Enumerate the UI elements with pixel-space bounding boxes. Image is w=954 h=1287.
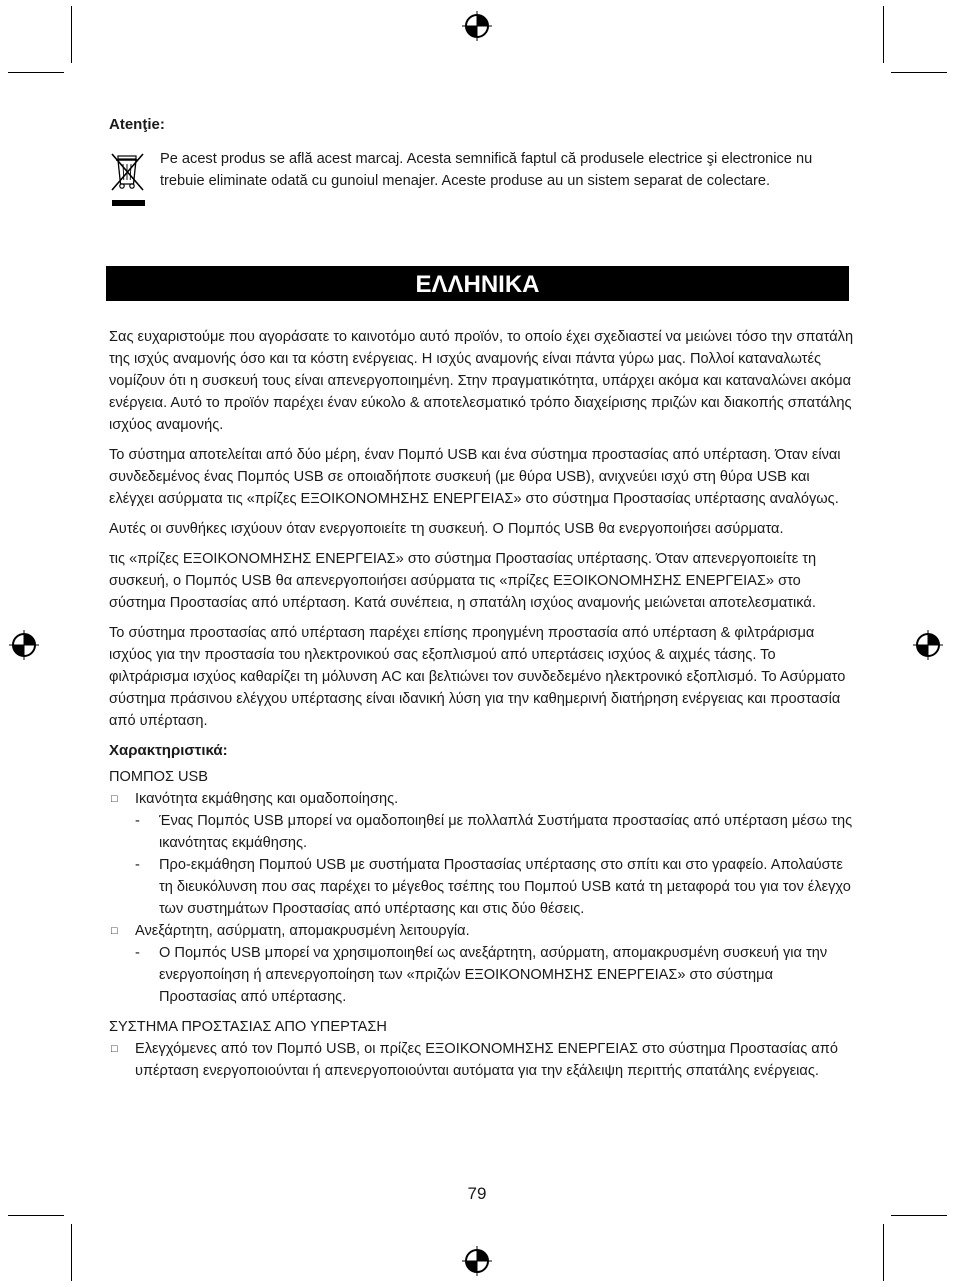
attention-text: Pe acest produs se află acest marcaj. Acesta semnifică faptul că produsele electrice şi electronice nu trebuie eliminate odată cu gunoiul menajer. Aceste produse au un sistem separat de colectare.	[160, 151, 813, 189]
intro-paragraph-2: Το σύστημα αποτελείται από δύο μέρη, έναν Πομπό USB και ένα σύστημα προστασίας από υπέρταση. Όταν είναι συνδεδεμένος ένας Πομπός USB σε οποιαδήποτε συσκευή (με θύρα USB), ανιχνεύει ισχύ στη θύρα USB και ελέγχει ασύρματα τις «πρίζες ΕΞΟΙΚΟΝΟΜΗΣΗΣ ΕΝΕΡΓΕΙΑΣ» στο σύστημα Προστασίας υπέρτασης αναλόγως.	[109, 447, 841, 507]
sub-list-item-text: Ο Πομπός USB μπορεί να χρησιμοποιηθεί ως ανεξάρτητη, ασύρματη, απομακρυσμένη συσκευή για την ενεργοποίηση ή απενεργοποίηση των «πριζών ΕΞΟΙΚΟΝΟΜΗΣΗΣ ΕΝΕΡΓΕΙΑΣ» στο σύστημα Προστασίας από υπέρτασης.	[159, 945, 828, 1005]
main-content	[109, 326, 854, 1082]
intro-paragraph-3: Αυτές οι συνθήκες ισχύουν όταν ενεργοποιείτε τη συσκευή. Ο Πομπός USB θα ενεργοποιήσει ασύρματα.	[109, 521, 784, 537]
crop-mark-bottom-right-horizontal	[891, 1215, 947, 1216]
registration-mark-bottom-icon	[461, 1245, 493, 1277]
crop-mark-bottom-right-vertical	[883, 1224, 884, 1281]
sub-list-item	[109, 810, 854, 854]
language-banner: ΕΛΛΗΝΙΚΑ	[106, 266, 849, 301]
crop-mark-bottom-left-horizontal	[8, 1215, 64, 1216]
intro-paragraph-5: Το σύστημα προστασίας από υπέρταση παρέχει επίσης προηγμένη προστασία από υπέρταση & φιλτράρισμα ισχύος για την προστασία του ηλεκτρονικού σας εξοπλισμού από υπερτάσεις ισχύος & αιχμές τάσης. Το φιλτράρισμα ισχύος καθαρίζει τη μόλυνση AC και βελτιώνει τον συνδεδεμένο ηλεκτρονικό εξοπλισμό. Το Ασύρματο σύστημα πράσινου ελέγχου υπέρτασης είναι ιδανική λύση για την καθημερινή διατήρηση ενέργειας και προστασία από υπέρταση.	[109, 625, 846, 729]
registration-mark-left-icon	[8, 629, 40, 661]
list-item	[109, 920, 854, 942]
checkbox-square-icon: □	[111, 1043, 118, 1055]
weee-crossed-bin-icon	[108, 150, 148, 208]
list-item	[109, 788, 854, 810]
sub-list-item	[109, 942, 854, 1008]
checkbox-square-icon: □	[111, 793, 118, 805]
sub-list-item-text: Προ-εκμάθηση Πομπού USB με συστήματα Προστασίας υπέρτασης στο σπίτι και στο γραφείο. Απολαύστε τη διευκόλυνση που σας παρέχει το μέγεθος τσέπης του Πομπού USB κατά τη μεταφορά του για τον έλεγχο των συστημάτων Προστασίας από υπέρτασης και στις δύο θέσεις.	[159, 857, 851, 917]
crop-mark-top-right-vertical	[883, 6, 884, 63]
dash-marker: -	[135, 945, 140, 961]
intro-paragraph-4: τις «πρίζες ΕΞΟΙΚΟΝΟΜΗΣΗΣ ΕΝΕΡΓΕΙΑΣ» στο σύστημα Προστασίας υπέρτασης. Όταν απενεργοποιείτε τη συσκευή, ο Πομπός USB θα απενεργοποιήσει ασύρματα τις «πρίζες ΕΞΟΙΚΟΝΟΜΗΣΗΣ ΕΝΕΡΓΕΙΑΣ» στο σύστημα Προστασίας από υπέρταση. Κατά συνέπεια, η σπατάλη ισχύος αναμονής μειώνεται αποτελεσματικά.	[109, 551, 817, 611]
surge-section-title: ΣΥΣΤΗΜΑ ΠΡΟΣΤΑΣΙΑΣ ΑΠΟ ΥΠΕΡΤΑΣΗ	[109, 1019, 387, 1035]
dash-marker: -	[135, 857, 140, 873]
list-item-text: Ελεγχόμενες από τον Πομπό USB, οι πρίζες ΕΞΟΙΚΟΝΟΜΗΣΗΣ ΕΝΕΡΓΕΙΑΣ στο σύστημα Προστασίας από υπέρταση ενεργοποιούνται ή απενεργοποιούνται αυτόματα για την εξάλειψη περιττής σπατάλης ενέργειας.	[135, 1041, 838, 1079]
sub-list-item	[109, 854, 854, 920]
page-number: 79	[467, 1184, 487, 1203]
checkbox-square-icon: □	[111, 925, 118, 937]
intro-paragraph-1: Σας ευχαριστούμε που αγοράσατε το καινοτόμο αυτό προϊόν, το οποίο έχει σχεδιαστεί να μειώνει τόσο την σπατάλη της ισχύς αναμονής όσο και τα κόστη ενέργειας. Η ισχύς αναμονής είναι πάντα γύρω μας. Πολλοί καταναλωτές νομίζουν ότι η συσκευή τους είναι απενεργοποιημένη. Στην πραγματικότητα, υπάρχει ακόμα και καταναλώνει ακόμα ενέργεια. Αυτό το προϊόν παρέχει έναν εύκολο & αποτελεσματικό τρόπο διαχείρισης πριζών και διακοπής σπατάλης ισχύος αναμονής.	[109, 329, 854, 433]
sub-list-item-text: Ένας Πομπός USB μπορεί να ομαδοποιηθεί με πολλαπλά Συστήματα προστασίας από υπέρταση μέσω της ικανότητας εκμάθησης.	[159, 813, 853, 851]
list-item	[109, 1038, 854, 1082]
list-item-text: Ανεξάρτητη, ασύρματη, απομακρυσμένη λειτουργία.	[135, 923, 470, 939]
registration-mark-right-icon	[912, 629, 944, 661]
registration-mark-top-icon	[461, 10, 493, 42]
crop-mark-top-left-vertical	[71, 6, 72, 63]
crop-mark-top-left-horizontal	[8, 72, 64, 73]
list-item-text: Ικανότητα εκμάθησης και ομαδοποίησης.	[135, 791, 399, 807]
dash-marker: -	[135, 813, 140, 829]
crop-mark-top-right-horizontal	[891, 72, 947, 73]
attention-heading: Atenţie:	[109, 116, 165, 133]
usb-section-title: ΠΟΜΠΟΣ USB	[109, 769, 209, 785]
features-heading: Χαρακτηριστικά:	[109, 742, 228, 759]
crop-mark-bottom-left-vertical	[71, 1224, 72, 1281]
